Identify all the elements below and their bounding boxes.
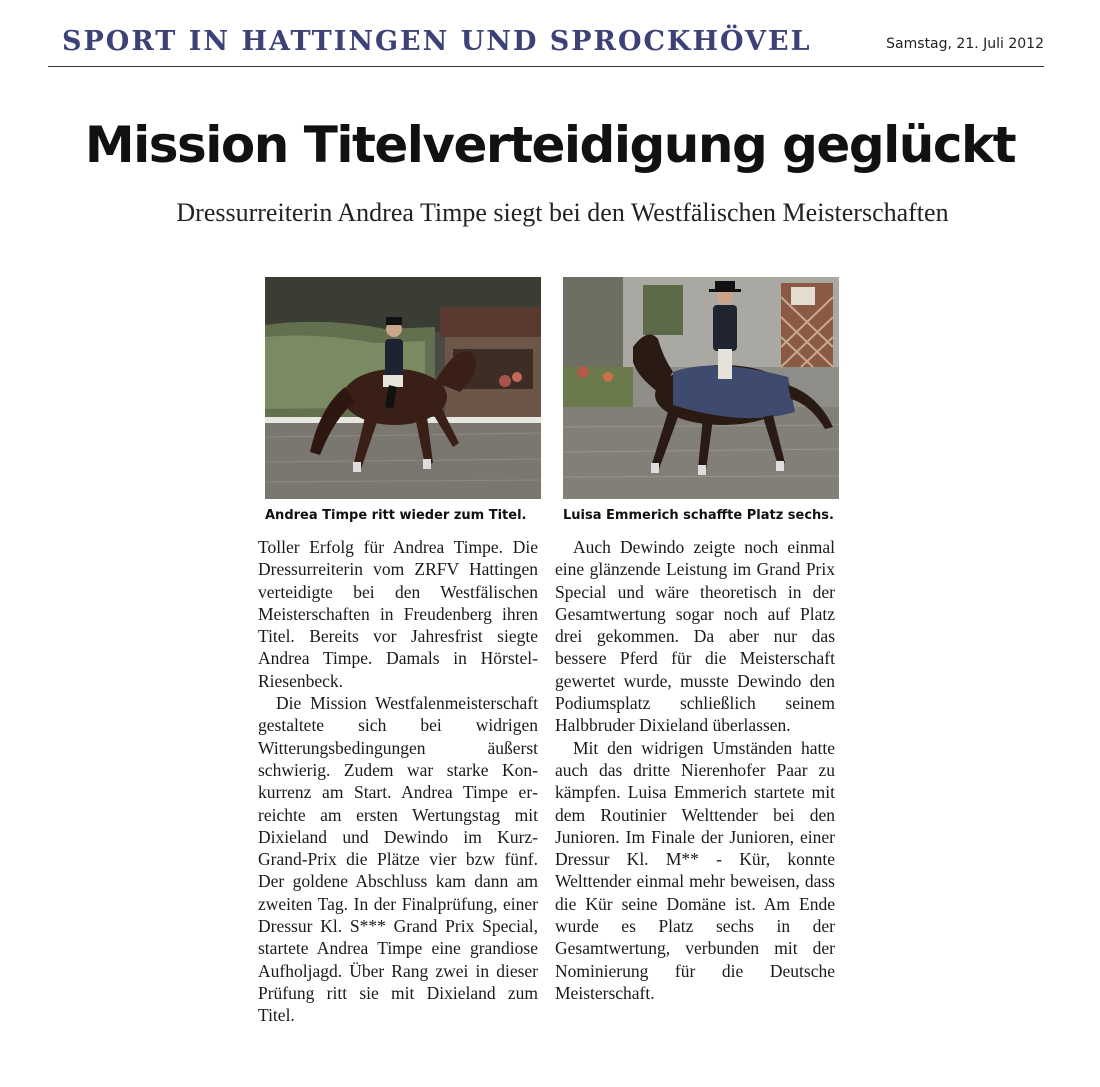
- article-paragraph: Toller Erfolg für Andrea Timpe. Die Dressurreiterin vom ZRFV Hattingen verteidigte bei den Westfälischen Meisterschaften in Freudenberg ihren Titel. Bereits vor Jahresfrist siegte Andrea Timpe. Damals in Hörstel-Riesenbeck.: [258, 537, 538, 691]
- photo-luisa-emmerich: [563, 277, 839, 499]
- article-subheadline: Dressurreiterin Andrea Timpe siegt bei den Westfälischen Meisterschaften: [176, 198, 949, 227]
- article-paragraph: Auch Dewindo zeigte noch einmal eine glänzende Leistung im Grand Prix Special und wäre theoretisch in der Gesamtwertung sogar noch auf Platz drei gekommen. Da aber nur das bessere Pferd für die Meisterschaft gewertet wurde, musste Dewindo den Podiumsplatz schließlich seinem Halbbruder Dixieland überlassen.: [555, 537, 835, 736]
- article-paragraph: Mit den widrigen Umständen hatte auch das dritte Nierenhofer Paar zu kämpfen. Luisa Emmerich startete mit dem Routinier Welttender bei den Junioren. Im Finale der Junioren, einer Dressur Kl. M** - Kür, konnte Welttender einmal mehr beweisen, dass die Kür seine Domäne ist. Am Ende wurde es Platz sechs in der Gesamtwertung, verbunden mit der Nominierung für die Deutsche Meisterschaft.: [555, 737, 835, 1003]
- article-paragraph: Die Mission Westfalenmeisterschaft gestaltete sich bei widrigen Witterungsbedingungen äußerst schwierig. Zudem war starke Konkurrenz am Start. Andrea Timpe erreichte am ersten Wertungstag mit Dixieland und Dewindo im Kurz-Grand-Prix die Plätze vier bzw fünf. Der goldene Abschluss kam dann am zweiten Tag. In der Finalprüfung, einer Dressur Kl. S*** Grand Prix Special, startete Andrea Timpe eine grandiose Aufholjagd. Über Rang zwei in dieser Prüfung ritt sie mit Dixieland zum Titel.: [258, 693, 538, 1026]
- photo-caption: Luisa Emmerich schaffte Platz sechs.: [563, 508, 834, 523]
- photo-caption: Andrea Timpe ritt wieder zum Titel.: [265, 508, 527, 523]
- masthead: [48, 22, 1044, 67]
- article-column: [258, 536, 538, 1027]
- photo-andrea-timpe: [265, 277, 541, 499]
- article-headline: Mission Titelverteidigung geglückt: [84, 116, 1016, 174]
- issue-date: Samstag, 21. Juli 2012: [886, 36, 1044, 52]
- article-column: [555, 536, 835, 1004]
- section-title: SPORT IN HATTINGEN UND SPROCKHÖVEL: [62, 26, 812, 57]
